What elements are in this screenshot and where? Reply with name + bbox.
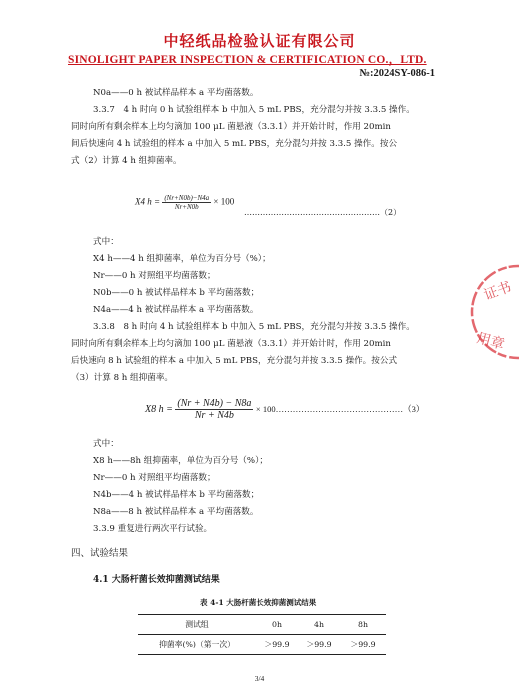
var-definition: Nr——0 h 对照组平均菌落数； [93,473,216,483]
table-header-row [138,615,386,635]
var-definition: N4a——4 h 被试样品样本 a 平均菌落数。 [93,305,259,315]
company-name-cn: 中轻纸品检验认证有限公司 [163,32,356,50]
formula-2-numerator: (Nr+N0b)−N4a [164,194,210,202]
step-3-3-7: 3.3.7 4 h 时向 0 h 试验组样本 b 中加入 5 mL PBS，充分混匀并按 3.3.5 操作。 [93,105,415,115]
paragraph-line: 式（2）计算 4 h 组抑菌率。 [71,156,182,166]
var-definition: N8a——8 h 被试样品样本 a 平均菌落数。 [93,507,259,517]
seal-text-bottom: 用章 [474,330,507,354]
formula-3-numerator: (Nr + N4b) − N8a [177,398,252,409]
var-definition: X8 h——8h 组抑菌率，单位为百分号（%）； [93,456,268,466]
page-number: 3/4 [254,674,265,683]
formula-2-fraction [162,194,211,211]
step-3-3-8: 3.3.8 8 h 时向 4 h 试验组样本 b 中加入 5 mL PBS，充分混匀并按 3.3.5 操作。 [93,322,415,332]
step-3-3-9: 3.3.9 重复进行两次平行试验。 [93,524,213,534]
formula-3-tail: × 100………………………………………（3） [255,403,425,414]
formula-3-lhs: X8 h = [145,403,173,415]
var-n0a-line: N0a——0 h 被试样品样本 a 平均菌落数。 [93,88,259,98]
var-definition: Nr——0 h 对照组平均菌落数； [93,271,216,281]
formula-3-denominator: Nr + N4b [194,410,234,421]
formula-2-tail: × 100 [213,196,235,207]
subsection-heading: 4.1 大肠杆菌长效抑菌测试结果 [93,575,220,585]
paragraph-line: 同时向所有剩余样本上均匀滴加 100 μL 菌悬液（3.3.1）并开始计时，作用 20min [71,339,391,349]
table-cell: ＞99.9 [298,635,340,655]
formula-2-denominator: Nr+N0b [174,203,199,211]
var-definition: N0b——0 h 被试样品样本 b 平均菌落数； [93,288,260,298]
paragraph-line: 后快速向 8 h 试验组的样本 a 中加入 5 mL PBS，充分混匀并按 3.3.5 操作。按公式 [71,356,398,366]
formula-2 [135,194,234,211]
paragraph-line: 同时向所有剩余样本上均匀滴加 100 μL 菌悬液（3.3.1）并开始计时，作用 20min [71,122,391,132]
paragraph-line: （3）计算 8 h 组抑菌率。 [71,373,174,383]
section-heading: 四、试验结果 [71,548,129,559]
formula-2-lhs: X4 h = [135,196,161,207]
paragraph-line: 间后快速向 4 h 试验组的样本 a 中加入 5 mL PBS，充分混匀并按 3.3.5 操作。按公 [71,139,398,149]
table-cell: ＞99.9 [256,635,298,655]
company-name-en: SINOLIGHT PAPER INSPECTION & CERTIFICATION CO.，LTD. [68,54,427,66]
var-definition: X4 h——4 h 组抑菌率，单位为百分号（%）； [93,254,271,264]
table-header-cell: 4h [298,615,340,635]
table-row [138,635,386,655]
table-caption: 表 4-1 大肠杆菌长效抑菌测试结果 [200,598,317,607]
results-table [138,614,386,655]
official-seal-stamp [468,262,519,362]
where-label: 式中： [93,237,119,247]
report-number: №:2024SY-086-1 [359,68,435,79]
formula-2-leader: ……………………………………………（2） [244,208,402,217]
formula-3-fraction [175,398,253,421]
where-label: 式中： [93,439,119,449]
seal-text-top: 证书 [481,279,514,304]
var-definition: N4b——4 h 被试样品样本 b 平均菌落数； [93,490,260,500]
formula-3 [145,398,424,421]
table-cell: ＞99.9 [340,635,386,655]
table-header-cell: 8h [340,615,386,635]
table-cell: 抑菌率(%)（第一次） [138,635,256,655]
table-header-cell: 0h [256,615,298,635]
table-header-cell: 测试组 [138,615,256,635]
